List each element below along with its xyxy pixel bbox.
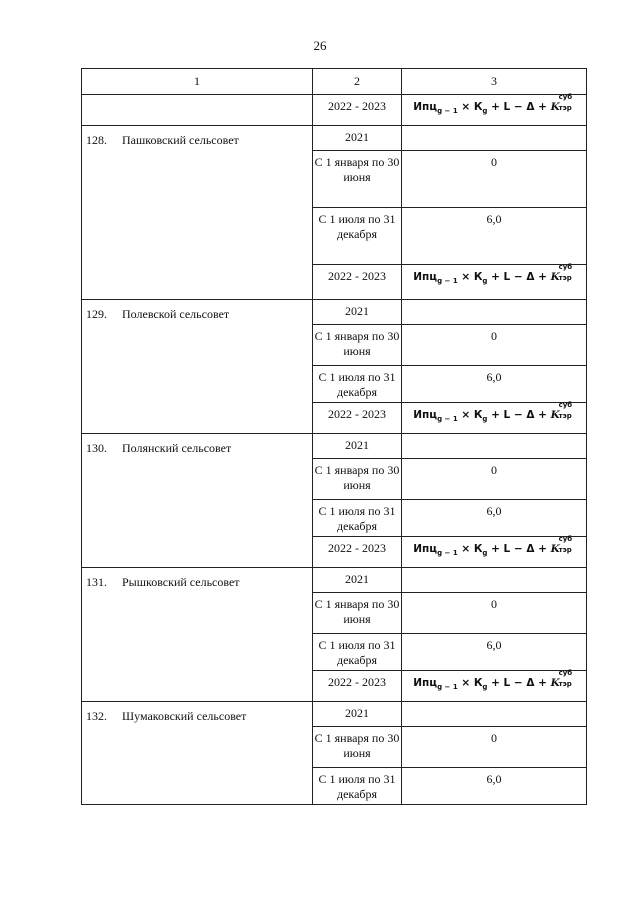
formula-ipc-sub: g − 1 — [437, 107, 458, 116]
period-cell — [313, 727, 402, 768]
value-text — [402, 568, 586, 572]
tariff-table — [81, 68, 587, 805]
settlement-number: 128. — [86, 133, 107, 147]
formula-k-ter — [550, 93, 573, 113]
period-text: С 1 января по 30 июня — [314, 463, 400, 492]
value-text — [402, 702, 586, 706]
value-text: 6,0 — [486, 638, 502, 652]
value-cell — [402, 403, 587, 434]
period-text: 2022 - 2023 — [328, 99, 386, 113]
formula-k2-sub: тэр — [558, 680, 572, 688]
formula-rest: + L − Δ + — [487, 271, 551, 283]
period-cell — [313, 265, 402, 300]
formula-k2: K — [550, 271, 560, 283]
formula-k2-sub: тэр — [558, 546, 572, 554]
period-cell — [313, 634, 402, 671]
formula-times: × — [457, 409, 474, 421]
formula-k: К — [473, 101, 483, 113]
period-text: 2021 — [345, 706, 369, 720]
formula-ipc-sub: g − 1 — [437, 683, 458, 692]
period-cell — [313, 459, 402, 500]
settlement-cell — [82, 434, 313, 568]
period-cell — [313, 300, 402, 325]
value-cell — [402, 634, 587, 671]
formula-k: К — [473, 543, 483, 555]
period-text: С 1 января по 30 июня — [314, 155, 400, 184]
value-cell — [402, 537, 587, 568]
formula-k: К — [473, 409, 483, 421]
settlement-cell — [82, 568, 313, 702]
period-cell — [313, 95, 402, 126]
formula-times: × — [457, 271, 474, 283]
formula-ipc: Ипц — [413, 543, 438, 555]
settlement-label: Шумаковский сельсовет — [122, 709, 247, 723]
formula-k-sub: g — [482, 549, 488, 558]
settlement-cell — [82, 95, 313, 126]
formula-k2-sup: суб — [558, 93, 573, 101]
formula-k-sub: g — [482, 277, 488, 286]
page-number: 26 — [313, 38, 327, 53]
value-cell — [402, 151, 587, 208]
formula-ipc-sub: g − 1 — [437, 549, 458, 558]
period-text: С 1 июля по 31 декабря — [318, 504, 396, 533]
value-cell — [402, 593, 587, 634]
period-cell — [313, 151, 402, 208]
period-cell — [313, 702, 402, 727]
value-cell — [402, 325, 587, 366]
formula-k2-sup: суб — [558, 401, 573, 409]
formula — [402, 537, 586, 557]
formula-k-sub: g — [482, 107, 488, 116]
period-cell — [313, 325, 402, 366]
period-cell — [313, 366, 402, 403]
formula-ipc: Ипц — [413, 271, 438, 283]
table-row — [82, 702, 587, 727]
formula-ipc: Ипц — [413, 677, 438, 689]
value-cell — [402, 459, 587, 500]
value-cell — [402, 702, 587, 727]
formula-k-ter — [550, 263, 573, 283]
formula-k2-sup: суб — [558, 535, 573, 543]
value-cell — [402, 126, 587, 151]
formula-k2: K — [550, 101, 560, 113]
value-cell — [402, 671, 587, 702]
value-text: 0 — [491, 155, 497, 169]
period-cell — [313, 208, 402, 265]
value-text: 0 — [491, 731, 497, 745]
value-cell — [402, 208, 587, 265]
settlement-name — [82, 95, 312, 117]
value-text: 6,0 — [486, 212, 502, 226]
period-text: 2021 — [345, 438, 369, 452]
settlement-name — [82, 126, 312, 148]
formula-k2-sup: суб — [558, 263, 573, 271]
formula-rest: + L − Δ + — [487, 677, 551, 689]
period-text: 2022 - 2023 — [328, 675, 386, 689]
formula — [402, 671, 586, 691]
value-text — [402, 300, 586, 304]
value-cell — [402, 434, 587, 459]
period-cell — [313, 537, 402, 568]
value-cell — [402, 366, 587, 403]
formula-times: × — [457, 101, 474, 113]
period-text: С 1 января по 30 июня — [314, 329, 400, 358]
formula-times: × — [457, 677, 474, 689]
value-cell — [402, 727, 587, 768]
formula-ipc-sub: g − 1 — [437, 415, 458, 424]
value-text — [402, 126, 586, 130]
period-text: С 1 января по 30 июня — [314, 597, 400, 626]
value-text: 6,0 — [486, 370, 502, 384]
period-cell — [313, 126, 402, 151]
formula — [402, 95, 586, 115]
settlement-cell — [82, 702, 313, 805]
settlement-label: Пашковский сельсовет — [122, 133, 239, 147]
settlement-name — [82, 702, 312, 724]
formula-rest: + L − Δ + — [487, 409, 551, 421]
value-cell — [402, 568, 587, 593]
period-cell — [313, 671, 402, 702]
value-cell — [402, 500, 587, 537]
formula-k2-sup: суб — [558, 669, 573, 677]
period-text: С 1 июля по 31 декабря — [318, 212, 396, 241]
value-text: 0 — [491, 463, 497, 477]
value-cell — [402, 265, 587, 300]
formula-k2-sub: тэр — [558, 104, 572, 112]
table-row — [82, 95, 587, 126]
settlement-label: Рышковский сельсовет — [122, 575, 240, 589]
settlement-number: 132. — [86, 709, 107, 723]
value-text: 0 — [491, 329, 497, 343]
value-text — [402, 434, 586, 438]
value-cell — [402, 95, 587, 126]
period-cell — [313, 403, 402, 434]
formula-ipc: Ипц — [413, 101, 438, 113]
formula-rest: + L − Δ + — [487, 101, 551, 113]
period-text: 2021 — [345, 130, 369, 144]
settlement-name — [82, 568, 312, 590]
formula-k: К — [473, 271, 483, 283]
settlement-cell — [82, 300, 313, 434]
table-row — [82, 126, 587, 151]
formula-k2-sub: тэр — [558, 412, 572, 420]
formula-k: К — [473, 677, 483, 689]
formula-k2: K — [550, 543, 560, 555]
formula-k-ter — [550, 535, 573, 555]
formula-k2-sub: тэр — [558, 274, 572, 282]
period-cell — [313, 593, 402, 634]
settlement-number: 131. — [86, 575, 107, 589]
settlement-name — [82, 300, 312, 322]
formula-times: × — [457, 543, 474, 555]
period-cell — [313, 500, 402, 537]
value-text: 6,0 — [486, 504, 502, 518]
formula-rest: + L − Δ + — [487, 543, 551, 555]
period-text: С 1 января по 30 июня — [314, 731, 400, 760]
formula-k-ter — [550, 401, 573, 421]
formula-ipc: Ипц — [413, 409, 438, 421]
formula-k2: K — [550, 677, 560, 689]
period-text: 2021 — [345, 572, 369, 586]
value-cell — [402, 300, 587, 325]
period-text: С 1 июля по 31 декабря — [318, 370, 396, 399]
period-text: С 1 июля по 31 декабря — [318, 772, 396, 801]
period-cell — [313, 434, 402, 459]
table-row — [82, 434, 587, 459]
value-cell — [402, 768, 587, 805]
formula — [402, 403, 586, 423]
table-body — [82, 69, 587, 805]
period-text: 2022 - 2023 — [328, 407, 386, 421]
formula-ipc-sub: g − 1 — [437, 277, 458, 286]
period-cell — [313, 568, 402, 593]
period-text: 2021 — [345, 304, 369, 318]
settlement-cell — [82, 126, 313, 300]
period-text: 2022 - 2023 — [328, 269, 386, 283]
formula — [402, 265, 586, 285]
settlement-number: 129. — [86, 307, 107, 321]
formula-k-ter — [550, 669, 573, 689]
settlement-label: Полевской сельсовет — [122, 307, 230, 321]
value-text: 0 — [491, 597, 497, 611]
header-col-2: 2 — [313, 69, 402, 95]
formula-k-sub: g — [482, 683, 488, 692]
settlement-label: Полянский сельсовет — [122, 441, 232, 455]
settlement-name — [82, 434, 312, 456]
table-row — [82, 568, 587, 593]
value-text: 6,0 — [486, 772, 502, 786]
period-text: С 1 июля по 31 декабря — [318, 638, 396, 667]
period-text: 2022 - 2023 — [328, 541, 386, 555]
period-cell — [313, 768, 402, 805]
header-col-1: 1 — [82, 69, 313, 95]
settlement-number: 130. — [86, 441, 107, 455]
formula-k-sub: g — [482, 415, 488, 424]
formula-k2: K — [550, 409, 560, 421]
header-col-3: 3 — [402, 69, 587, 95]
table-row — [82, 300, 587, 325]
header-row — [82, 69, 587, 95]
